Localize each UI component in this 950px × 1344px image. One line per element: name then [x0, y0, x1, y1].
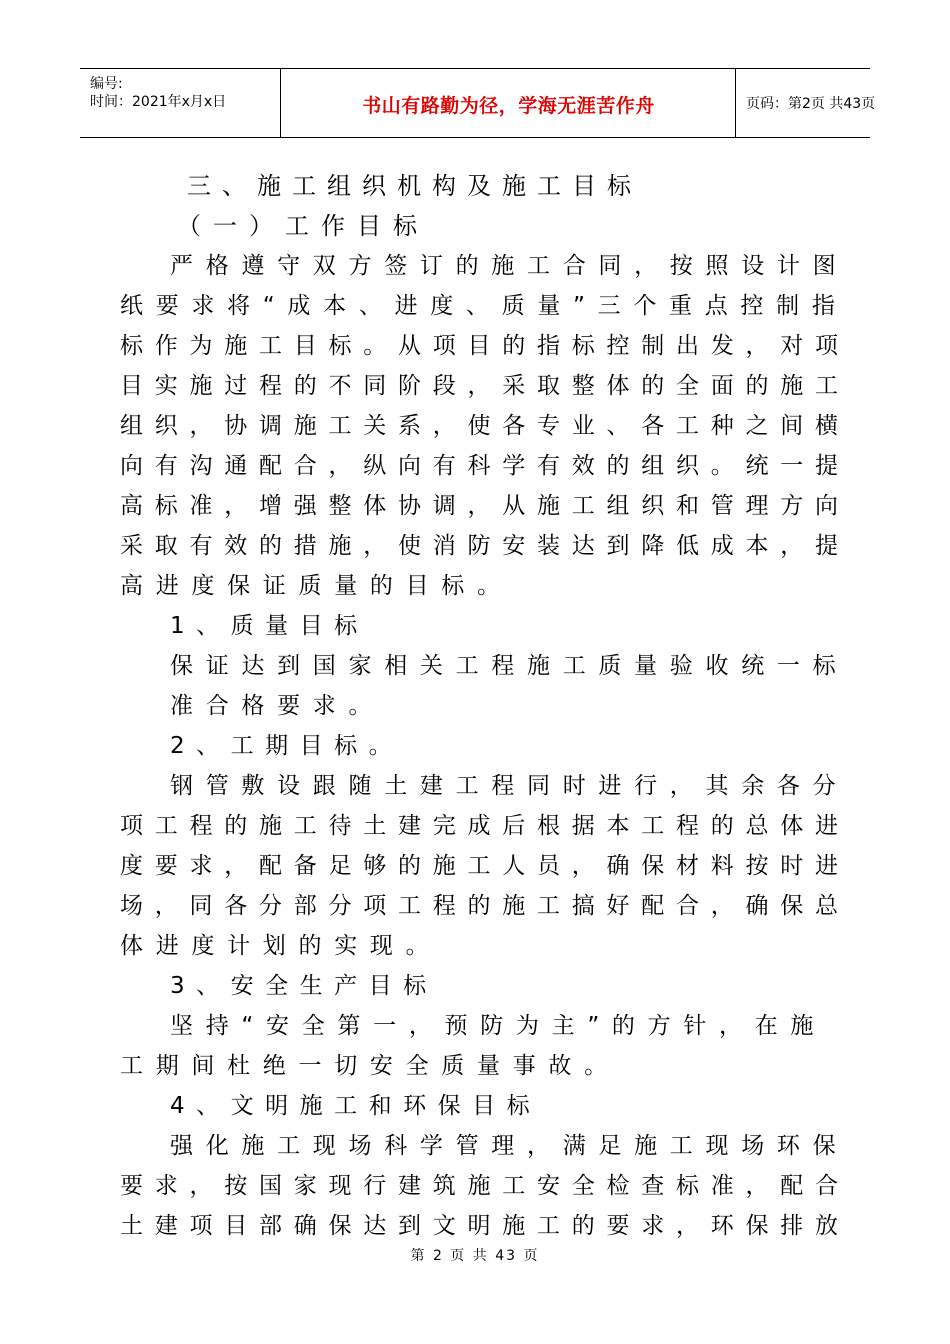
civilized-construction-heading: 4、文明施工和环保目标 [170, 1093, 542, 1119]
date-label: 时间：2021年x月x日 [90, 94, 227, 110]
paragraph-line: 向有沟通配合，纵向有科学有效的组织。统一提 [120, 453, 850, 479]
paragraph-line: 要求，按国家现行建筑施工安全检查标准，配合 [120, 1173, 850, 1199]
paragraph-line: 土建项目部确保达到文明施工的要求，环保排放 [120, 1213, 850, 1239]
paragraph-line: 工期间杜绝一切安全质量事故。 [120, 1053, 620, 1079]
section-title: 三、施工组织机构及施工目标 [187, 172, 642, 200]
paragraph-line: 组织，协调施工关系，使各专业、各工种之间横 [120, 413, 850, 439]
paragraph-line: 坚持“安全第一，预防为主”的方针，在施 [170, 1013, 827, 1039]
header-motto-cell [280, 69, 736, 137]
paragraph-line: 准合格要求。 [170, 693, 385, 719]
paragraph-line: 严格遵守双方签订的施工合同，按照设计图 [170, 253, 849, 279]
quality-target-heading: 1、质量目标 [170, 613, 369, 639]
paragraph-line: 高标准，增强整体协调，从施工组织和管理方向 [120, 493, 850, 519]
paragraph-line: 度要求，配备足够的施工人员，确保材料按时进 [120, 853, 850, 879]
paragraph-line: 目实施过程的不同阶段，采取整体的全面的施工 [120, 373, 850, 399]
paragraph-line: 高进度保证质量的目标。 [120, 573, 513, 599]
paragraph-line: 强化施工现场科学管理，满足施工现场环保 [170, 1133, 849, 1159]
paragraph-line: 采取有效的措施，使消防安装达到降低成本，提 [120, 533, 850, 559]
paragraph-line: 场，同各分部分项工程的施工搞好配合，确保总 [120, 893, 850, 919]
safety-target-heading: 3、安全生产目标 [170, 973, 438, 999]
motto-text: 书山有路勤为径，学海无涯苦作舟 [362, 95, 655, 117]
subsection-title: （一）工作目标 [177, 212, 429, 240]
header-page-cell [735, 69, 876, 137]
page-footer: 第 2 页 共 43 页 [410, 1248, 540, 1264]
page-info: 页码：第2页 共43页 [746, 96, 876, 112]
paragraph-line: 钢管敷设跟随土建工程同时进行，其余各分 [170, 773, 849, 799]
paragraph-line: 保证达到国家相关工程施工质量验收统一标 [170, 653, 849, 679]
paragraph-line: 项工程的施工待土建完成后根据本工程的总体进 [120, 813, 850, 839]
code-label: 编号: [90, 76, 123, 92]
paragraph-line: 标作为施工目标。从项目的指标控制出发，对项 [120, 333, 850, 359]
paragraph-line: 纸要求将“成本、进度、质量”三个重点控制指 [120, 293, 848, 319]
schedule-target-heading: 2、工期目标。 [170, 733, 404, 759]
header-info-cell [80, 69, 280, 137]
page-header-table [80, 68, 876, 138]
paragraph-line: 体进度计划的实现。 [120, 933, 442, 959]
